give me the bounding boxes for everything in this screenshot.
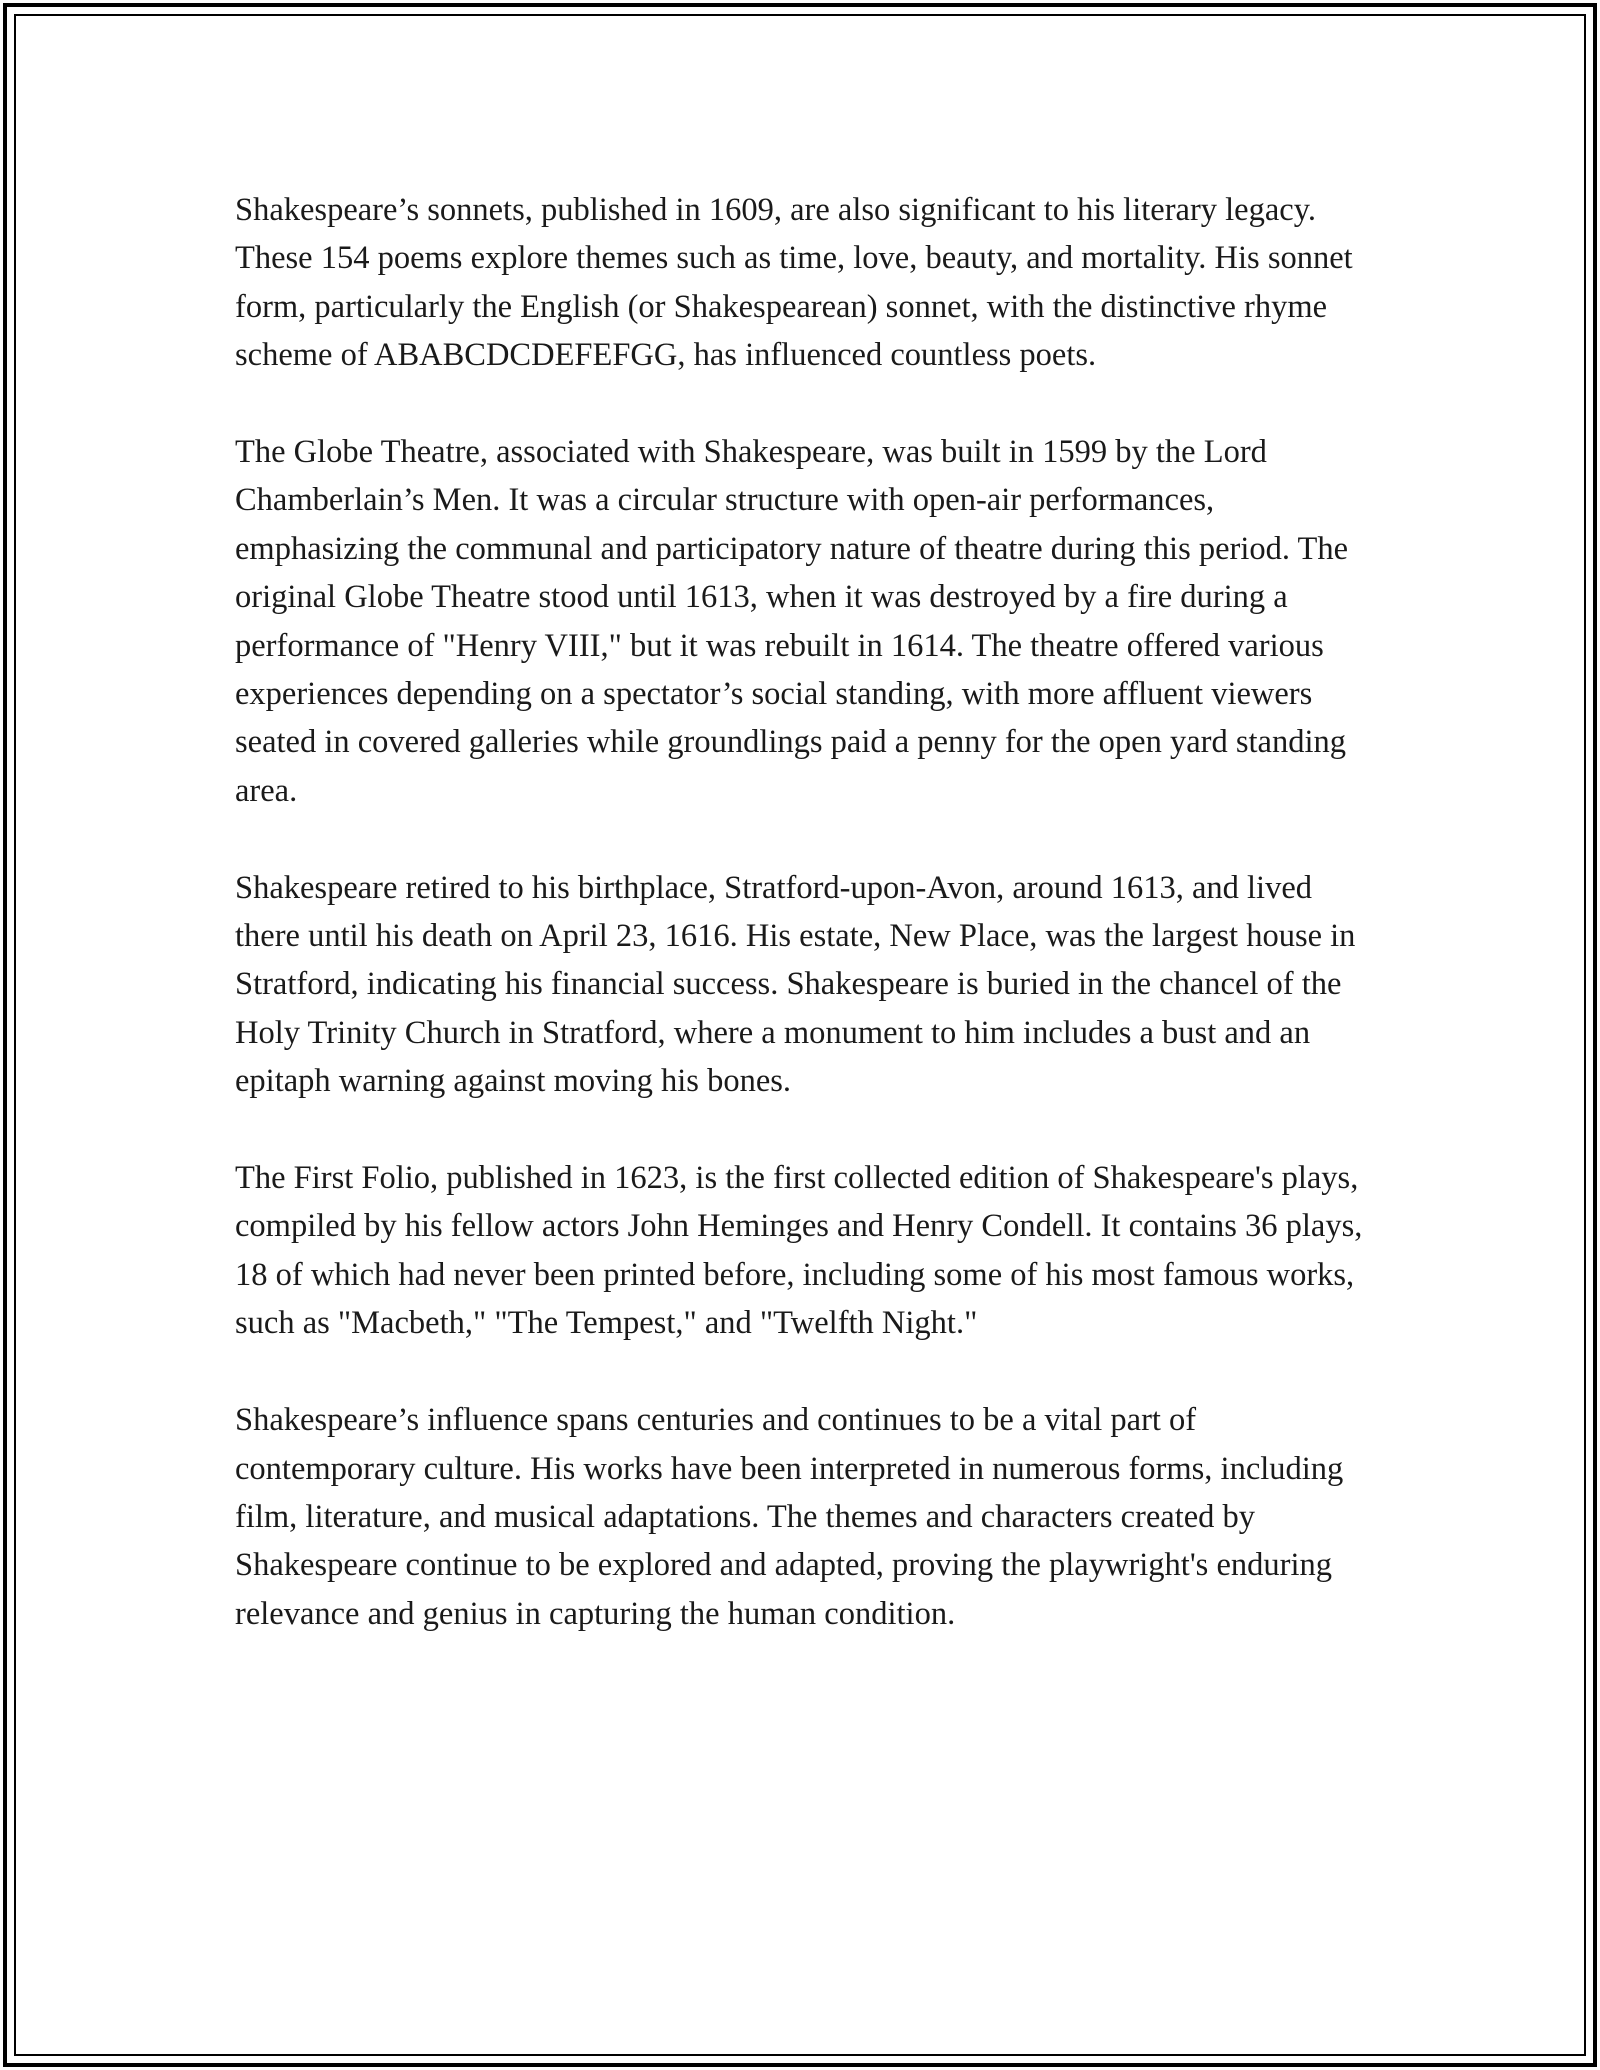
document-body [235, 186, 1375, 1638]
paragraph-sonnets: Shakespeare’s sonnets, published in 1609, are also significant to his literary legacy. These 154 poems explore themes such as time, love, beauty, and mortality. His sonnet form, particularly the English (or Shakespearean) sonnet, with the distinctive rhyme scheme of ABABCDCDEFEFGG, has influenced countless poets. [235, 192, 1353, 374]
paragraph-influence: Shakespeare’s influence spans centuries and continues to be a vital part of contemporary culture. His works have been interpreted in numerous forms, including film, literature, and musical adaptations. The themes and characters created by Shakespeare continue to be explored and adapted, proving the playwright's enduring relevance and genius in capturing the human condition. [235, 1402, 1344, 1632]
paragraph-retirement: Shakespeare retired to his birthplace, Stratford-upon-Avon, around 1613, and lived there until his death on April 23, 1616. His estate, New Place, was the largest house in Stratford, indicating his financial success. Shakespeare is buried in the chancel of the Holy Trinity Church in Stratford, where a monument to him includes a bust and an epitaph warning against moving his bones. [235, 869, 1356, 1100]
paragraph-first-folio: The First Folio, published in 1623, is the first collected edition of Shakespeare's plays, compiled by his fellow actors John Heminges and Henry Condell. It contains 36 plays, 18 of which had never been printed before, including some of his most famous works, such as "Macbeth," "The Tempest," and "Twelfth Night." [235, 1160, 1363, 1342]
paragraph-globe-theatre: The Globe Theatre, associated with Shakespeare, was built in 1599 by the Lord Chamberlain’s Men. It was a circular structure with open-air performances, emphasizing the communal and participatory nature of theatre during this period. The original Globe Theatre stood until 1613, when it was destroyed by a fire during a performance of "Henry VIII," but it was rebuilt in 1614. The theatre offered various experiences depending on a spectator’s social standing, with more affluent viewers seated in covered galleries while groundlings paid a penny for the open yard standing area. [235, 434, 1349, 809]
